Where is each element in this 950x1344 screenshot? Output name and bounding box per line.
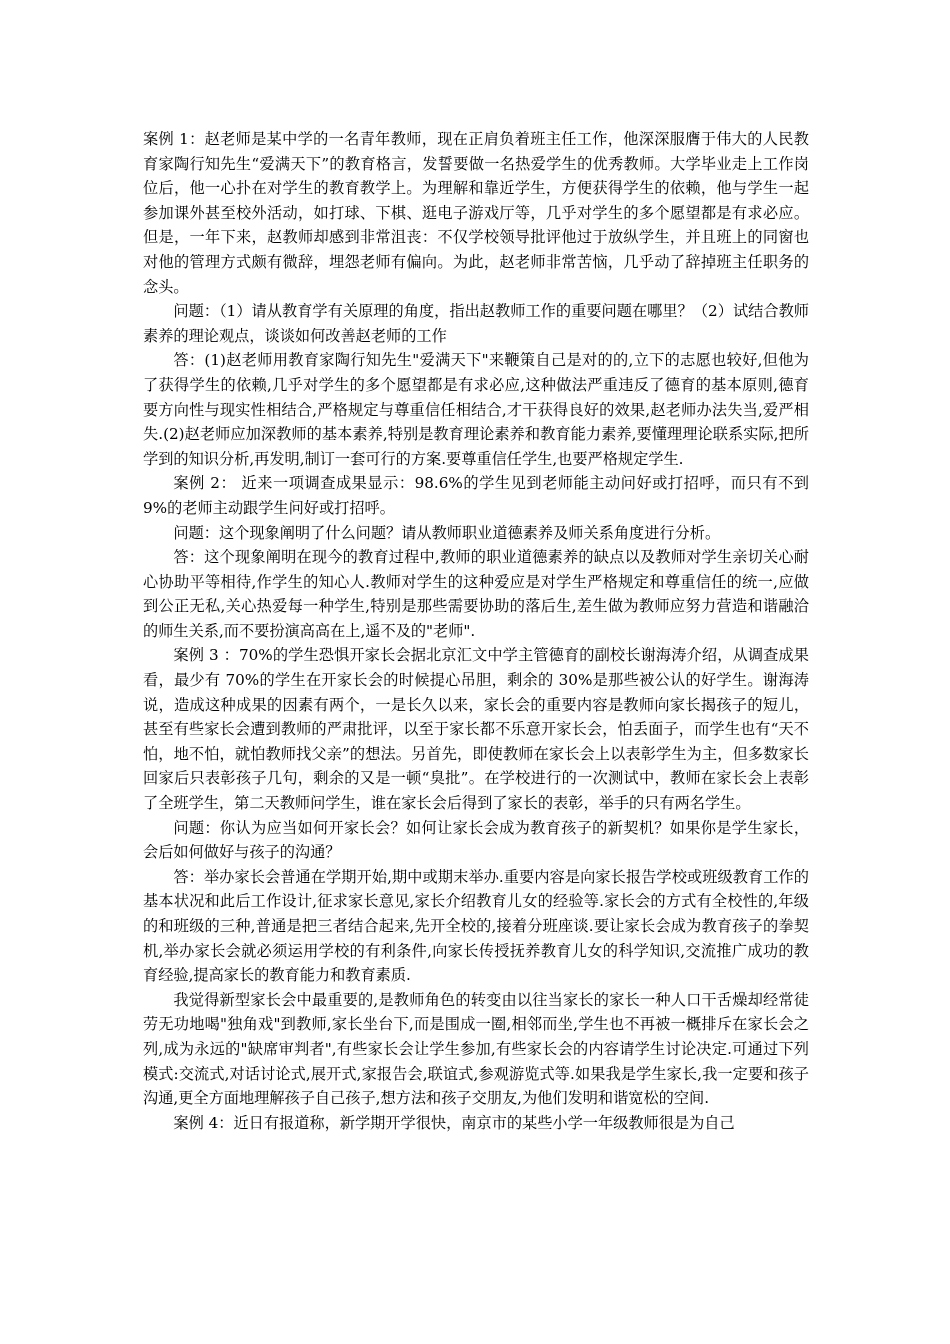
case-1-question: 问题：（1）请从教育学有关原理的角度，指出赵教师工作的重要问题在哪里？（2）试结合教师素养的理论观点，谈谈如何改善赵老师的工作 bbox=[143, 302, 809, 345]
case-2-answer: 答：这个现象阐明在现今的教育过程中,教师的职业道德素养的缺点以及教师对学生亲切关心耐心协助平等相待,作学生的知心人.教师对学生的这种爱应是对学生严格规定和尊重信任的统一,应做到公正无私,关心热爱每一种学生,特别是那些需要协助的落后生,差生做为教师应努力营造和谐融洽的师生关系,而不要扮演高高在上,遥不及的"老师". bbox=[143, 548, 809, 640]
case-2-paragraph: 案例 2： 近来一项调查成果显示：98.6%的学生见到老师能主动问好或打招呼，而只有不到 9%的老师主动跟学生问好或打招呼。 bbox=[143, 474, 809, 517]
case-1-answer: 答：(1)赵老师用教育家陶行知先生"爱满天下"来鞭策自己是对的的,立下的志愿也较好,但他为了获得学生的依赖,几乎对学生的多个愿望都是有求必应,这种做法严重违反了德育的基本原则,德育要方向性与现实性相结合,严格规定与尊重信任相结合,才干获得良好的效果,赵老师办法失当,爱严相失.(2)赵老师应加深教师的基本素养,特别是教育理论素养和教育能力素养,要懂理理论联系实际,把所学到的知识分析,再发明,制订一套可行的方案.要尊重信任学生,也要严格规定学生. bbox=[143, 351, 809, 468]
case-4-paragraph: 案例 4：近日有报道称，新学期开学很快，南京市的某些小学一年级教师很是为自己 bbox=[173, 1113, 735, 1132]
case-2-question: 问题：这个现象阐明了什么问题？请从教师职业道德素养及师关系角度进行分析。 bbox=[173, 523, 721, 542]
case-1-paragraph: 案例 1：赵老师是某中学的一名青年教师，现在正肩负着班主任工作，他深深服膺于伟大的人民教育家陶行知先生“爱满天下”的教育格言，发誓要做一名热爱学生的优秀教师。大学毕业走上工作岗位后，他一心扑在对学生的教育教学上。为理解和靠近学生，方便获得学生的依赖，他与学生一起参加课外甚至校外活动，如打球、下棋、逛电子游戏厅等，几乎对学生的多个愿望都是有求必应。但是，一年下来，赵教师却感到非常沮丧：不仅学校领导批评他过于放纵学生，并且班上的同窗也对他的管理方式颇有微辞，埋怨老师有偏向。为此，赵老师非常苦恼，几乎动了辞掉班主任职务的念头。 bbox=[143, 130, 809, 296]
case-3-answer-continued: 我觉得新型家长会中最重要的,是教师角色的转变由以往当家长的家长一种人口干舌燥却经常徒劳无功地喝"独角戏"到教师,家长坐台下,而是围成一圈,相邻而坐,学生也不再被一概排斥在家长会之列,成为永远的"缺席审判者",有些家长会让学生参加,有些家长会的内容请学生讨论决定.可通过下列模式:交流式,对话讨论式,展开式,家报告会,联谊式,参观游览式等.如果我是学生家长,我一定要和孩子沟通,更全方面地理解孩子自己孩子,想方法和孩子交朋友,为他们发明和谐宽松的空间. bbox=[143, 990, 809, 1108]
case-3-answer: 答：举办家长会普通在学期开始,期中或期末举办.重要内容是向家长报告学校或班级教育工作的基本状况和此后工作设计,征求家长意见,家长介绍教育儿女的经验等.家长会的方式有全校性的,年级的和班级的三种,普通是把三者结合起来,先开全校的,接着分班座谈.要让家长会成为教育孩子的拳契机,举办家长会就必须运用学校的有利条件,向家长传授抚养教育儿女的科学知识,交流推广成功的教育经验,提高家长的教育能力和教育素质. bbox=[143, 867, 809, 985]
case-3-question: 问题：你认为应当如何开家长会？如何让家长会成为教育孩子的新契机？如果你是学生家长，会后如何做好与孩子的沟通？ bbox=[143, 818, 809, 862]
case-3-paragraph: 案例 3 ：70%的学生恐惧开家长会据北京汇文中学主管德育的副校长谢海涛介绍，从调查成果看，最少有 70%的学生在开家长会的时候提心吊胆，剩余的 30%是那些被公认的好学生。谢海涛说，造成这种成果的因素有两个，一是长久以来，家长会的重要内容是教师向家长揭孩子的短儿，甚至有些家长会遭到教师的严肃批评，以至于家长都不乐意开家长会，怕丢面子，而学生也有“天不怕，地不怕，就怕教师找父亲”的想法。另首先，即使教师在家长会上以表彰学生为主，但多数家长回家后只表彰孩子几句，剩余的又是一顿“臭批”。在学校进行的一次测试中，教师在家长会上表彰了全班学生，第二天教师问学生，谁在家长会后得到了家长的表彰，举手的只有两名学生。 bbox=[143, 646, 809, 813]
document-body bbox=[143, 127, 809, 1135]
